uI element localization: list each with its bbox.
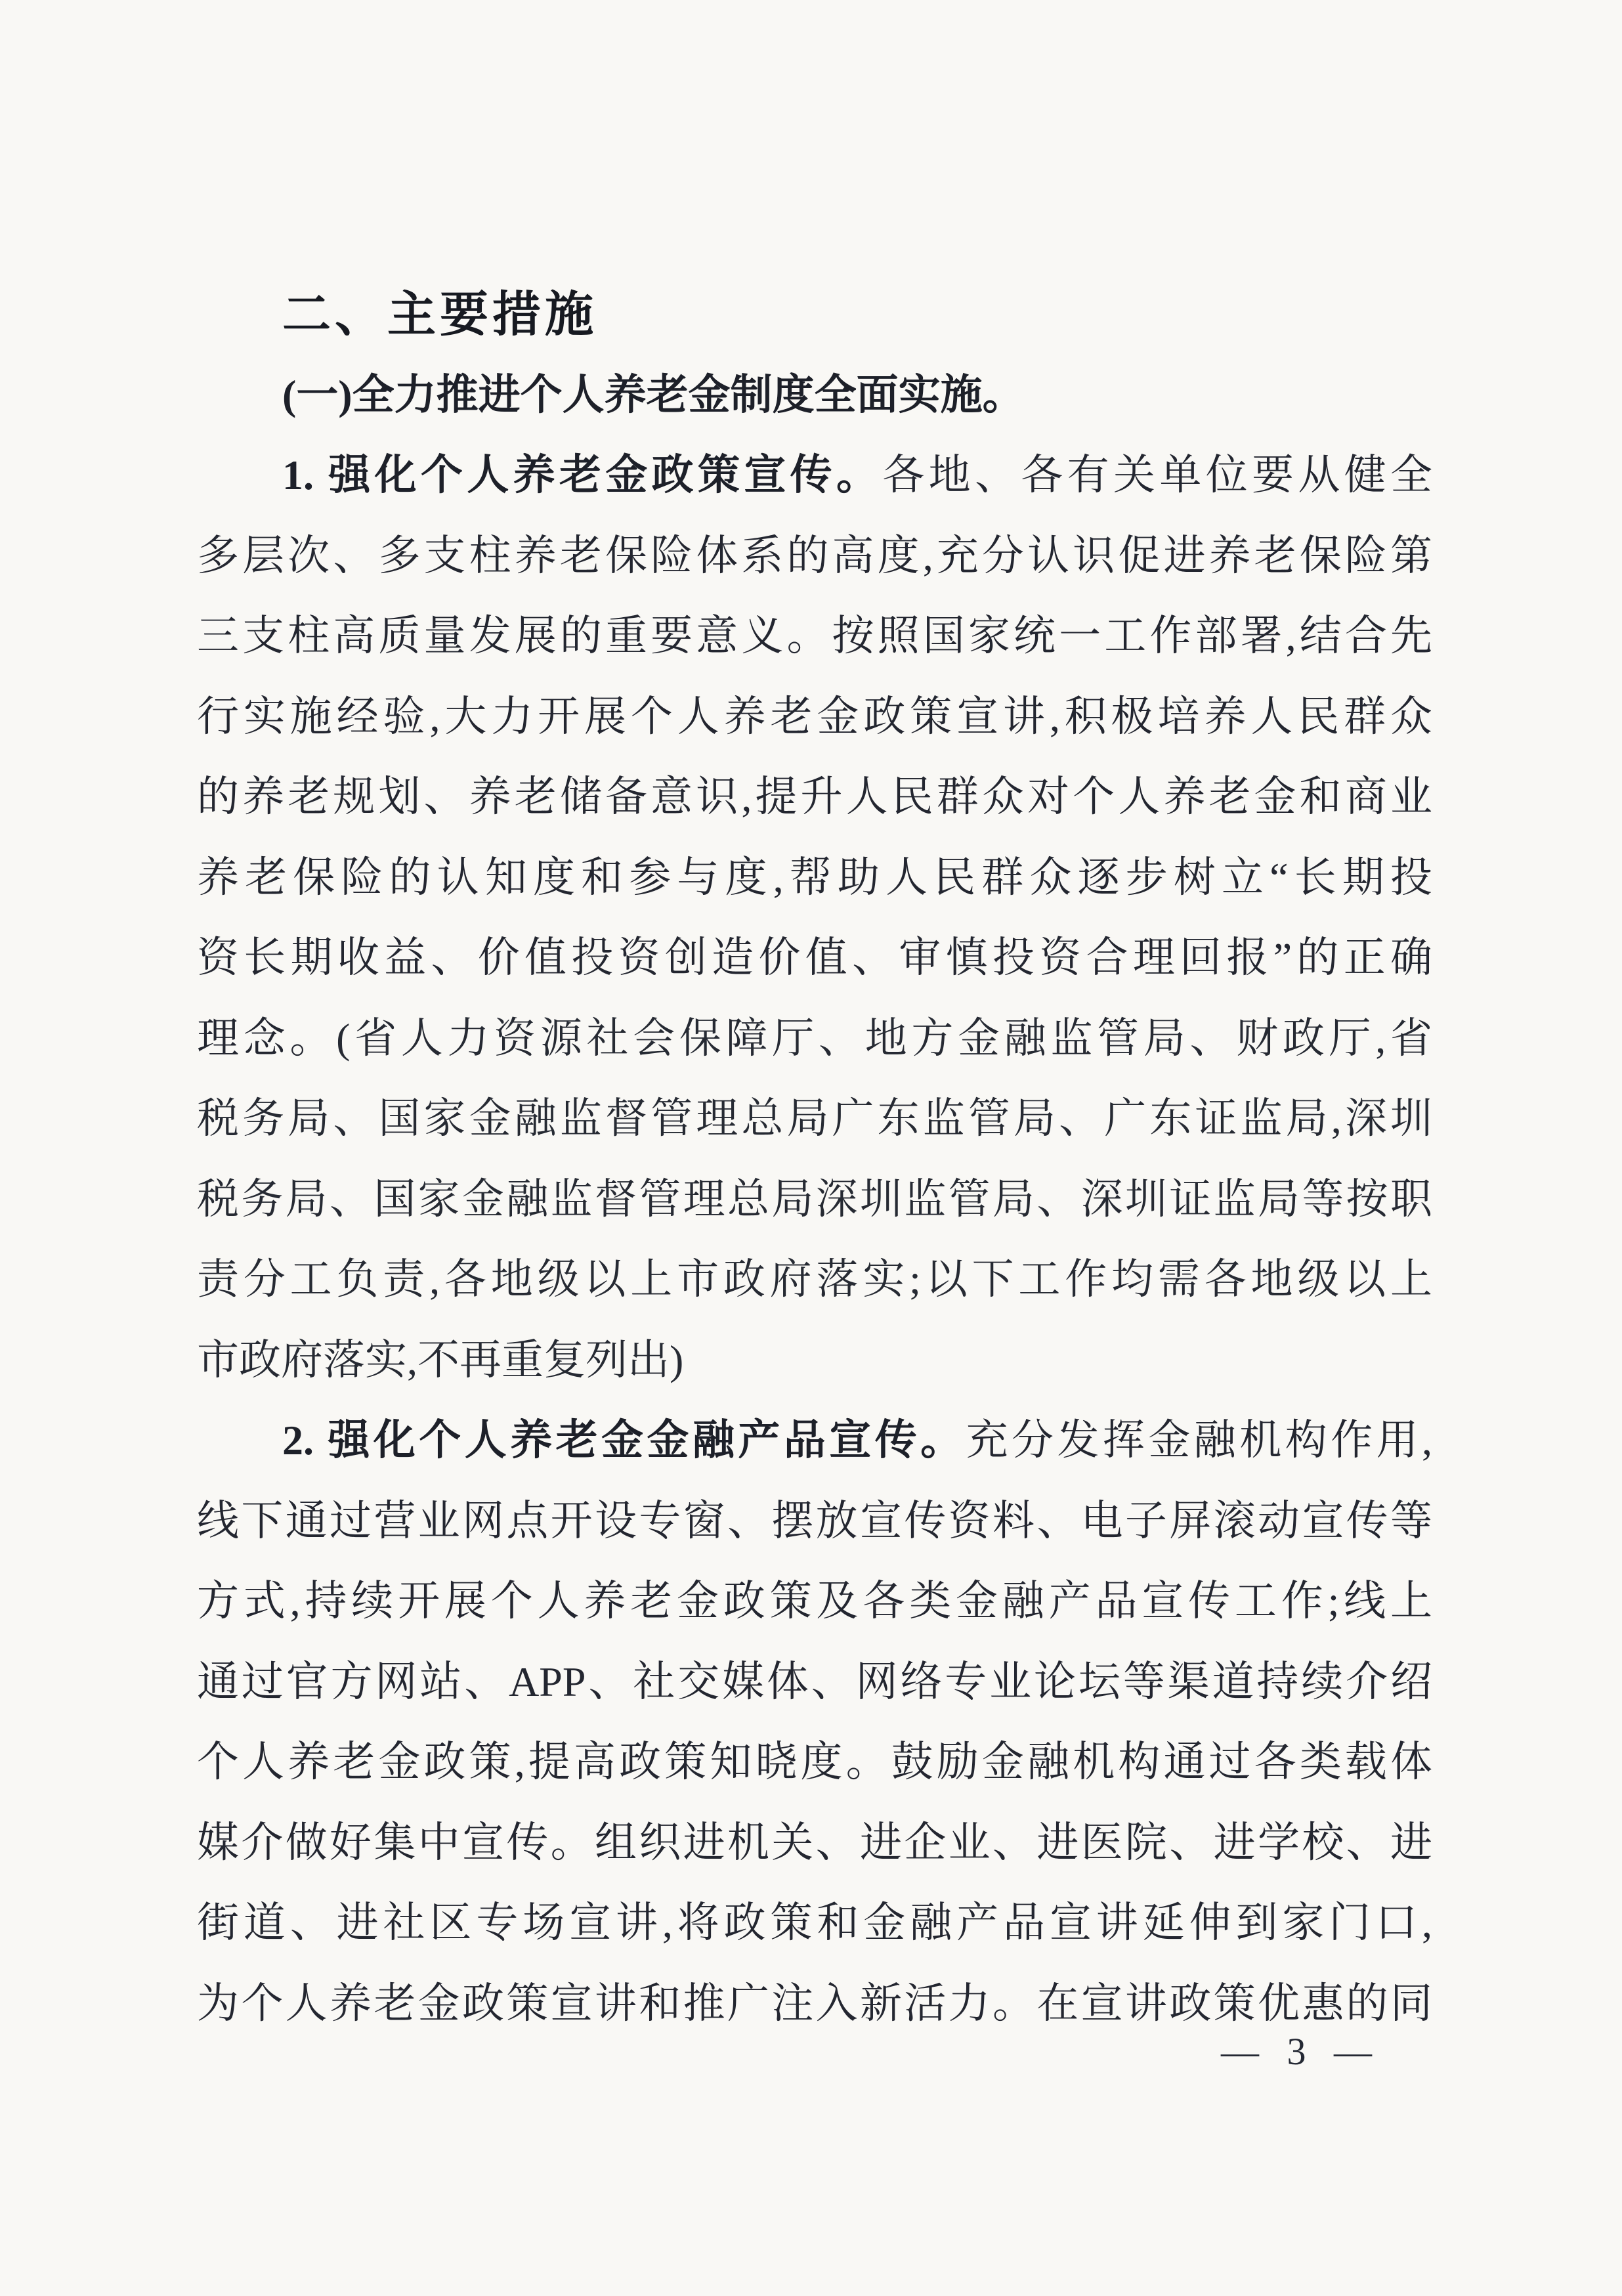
text-line [197, 1481, 1432, 1562]
text-line [197, 1561, 1432, 1642]
text-line [197, 435, 1432, 516]
text-line [197, 838, 1432, 919]
text-segment-body: 媒介做好集中宣传。组织进机关、进企业、进医院、进学校、进 [197, 1819, 1432, 1866]
text-segment-body: 街道、进社区专场宣讲,将政策和金融产品宣讲延伸到家门口, [197, 1899, 1432, 1946]
text-segment-kai: 税务局、国家金融监督管理总局广东监管局、广东证监局,深圳 [197, 1095, 1432, 1142]
text-line [197, 1240, 1432, 1320]
text-line [197, 999, 1432, 1079]
text-segment-body: 的养老规划、养老储备意识,提升人民群众对个人养老金和商业 [197, 773, 1432, 820]
text-line [197, 1079, 1432, 1159]
text-line [197, 1883, 1432, 1964]
text-line [197, 677, 1432, 758]
text-line [197, 1722, 1432, 1803]
text-segment-body: 方式,持续开展个人养老金政策及各类金融产品宣传工作;线上 [197, 1578, 1432, 1624]
text-segment-body: 行实施经验,大力开展个人养老金政策宣讲,积极培养人民群众 [197, 693, 1432, 740]
text-segment-kaibold: (一)全力推进个人养老金制度全面实施。 [282, 371, 1025, 418]
page-number: — 3 — [1221, 2030, 1381, 2073]
text-line [197, 757, 1432, 838]
text-segment-body: 三支柱高质量发展的重要意义。按照国家统一工作部署,结合先 [197, 613, 1432, 659]
text-segment-body: 为个人养老金政策宣讲和推广注入新活力。在宣讲政策优惠的同 [197, 1980, 1432, 2027]
text-line [197, 1642, 1432, 1723]
text-segment-body: 多层次、多支柱养老保险体系的高度,充分认识促进养老保险第 [197, 532, 1432, 579]
text-line [197, 1320, 1432, 1401]
text-line [197, 274, 1432, 355]
text-segment-body: 通过官方网站、APP、社交媒体、网络专业论坛等渠道持续介绍 [197, 1658, 1432, 1705]
text-line [197, 596, 1432, 677]
text-line [197, 1159, 1432, 1240]
text-segment-kai: 税务局、国家金融监督管理总局深圳监管局、深圳证监局等按职 [197, 1175, 1432, 1223]
text-segment-body: 充分发挥金融机构作用, [966, 1417, 1433, 1463]
text-segment-kaibold: 1. 强化个人养老金政策宣传。 [282, 452, 883, 498]
text-line [197, 355, 1432, 436]
text-segment-body: 线下通过营业网点开设专窗、摆放宣传资料、电子屏滚动宣传等 [197, 1497, 1432, 1544]
text-line [197, 918, 1432, 999]
text-line [197, 1803, 1432, 1884]
text-segment-kai: 责分工负责,各地级以上市政府落实;以下工作均需各地级以上 [197, 1256, 1432, 1303]
text-line [197, 1400, 1432, 1481]
document-body [197, 274, 1432, 2044]
text-line [197, 516, 1432, 597]
text-segment-body: 理念。 [197, 1014, 337, 1062]
text-segment-kai: (省人力资源社会保障厅、地方金融监管局、财政厅,省 [336, 1014, 1432, 1062]
text-segment-body: 养老保险的认知度和参与度,帮助人民群众逐步树立“长期投 [197, 854, 1432, 901]
text-segment-body: 资长期收益、价值投资创造价值、审慎投资合理回报”的正确 [197, 934, 1432, 981]
text-segment-body: 个人养老金政策,提高政策知晓度。鼓励金融机构通过各类载体 [197, 1739, 1432, 1785]
text-segment-body: 各地、各有关单位要从健全 [882, 452, 1433, 498]
text-segment-hei: 二、主要措施 [282, 287, 597, 341]
text-segment-kai: 市政府落实,不再重复列出) [197, 1336, 684, 1383]
text-segment-kaibold: 2. 强化个人养老金金融产品宣传。 [282, 1417, 966, 1463]
